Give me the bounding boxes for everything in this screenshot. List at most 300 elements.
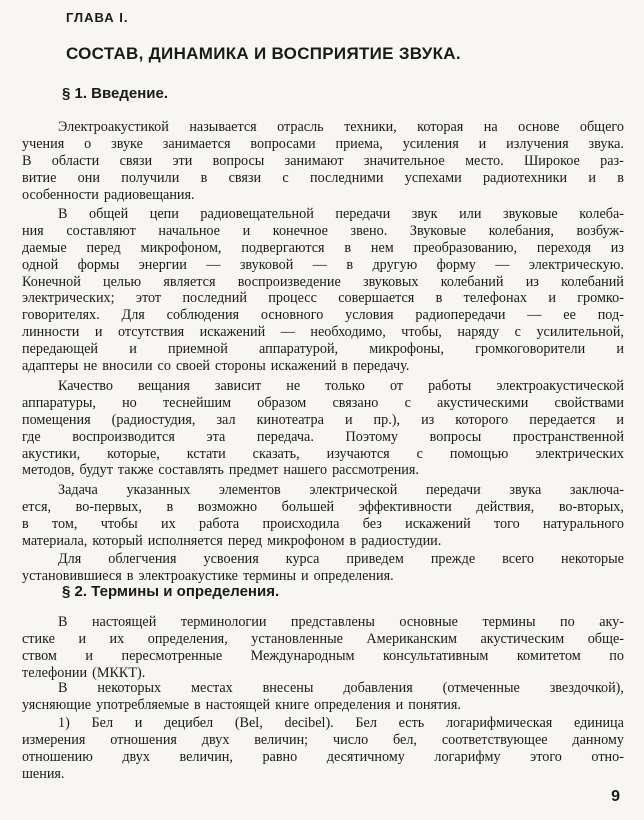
word: —: [280, 324, 295, 341]
word: всего: [502, 551, 535, 567]
word: особенности: [22, 186, 99, 203]
word: —: [312, 256, 327, 273]
paragraph: [22, 715, 624, 783]
word: в: [346, 256, 354, 273]
word: от: [389, 378, 404, 394]
word: из: [610, 239, 624, 256]
word: микрофоном: [267, 532, 345, 549]
text-line: [22, 446, 624, 463]
paragraph: [22, 378, 624, 479]
word: витие: [22, 169, 57, 186]
word: данному: [572, 731, 624, 748]
word: энергии: [138, 256, 187, 273]
word: пространственной: [512, 428, 624, 445]
text-line: [22, 341, 624, 358]
text-line: [22, 715, 624, 732]
text-line: [22, 206, 624, 223]
word: шения.: [22, 765, 65, 782]
word: Международным: [250, 647, 355, 664]
word: отношению: [22, 748, 93, 765]
word: воспроизводится: [72, 428, 175, 445]
word: в: [166, 498, 174, 515]
word: своей: [175, 358, 211, 375]
word: одной: [22, 256, 59, 273]
word: акустическим: [480, 630, 565, 647]
word: и: [478, 135, 487, 152]
word: целью: [103, 273, 142, 290]
word: и: [588, 169, 597, 186]
word: В: [58, 680, 68, 696]
word: эти: [172, 152, 193, 169]
word: во-вторых,: [558, 498, 624, 515]
word: звуковой: [239, 256, 294, 273]
word: звука: [509, 482, 542, 498]
text-line: [22, 412, 624, 429]
word: большей: [281, 498, 335, 515]
word: процесс: [268, 290, 317, 307]
word: звуке: [111, 135, 143, 152]
word: стике: [22, 630, 55, 647]
word: которая: [417, 119, 464, 135]
word: усилительной,: [536, 324, 624, 341]
word: определения.: [313, 567, 394, 584]
text-line: [22, 631, 624, 648]
text-line: [22, 223, 624, 240]
word: —: [495, 256, 510, 273]
word: с: [416, 445, 423, 462]
word: в: [344, 239, 352, 256]
word: формы: [77, 256, 120, 273]
word: материала,: [22, 532, 88, 549]
text-line: [22, 499, 624, 516]
text-line: [22, 482, 624, 499]
word: ется,: [22, 498, 52, 515]
word: двух: [122, 748, 150, 765]
word: установившиеся: [22, 567, 122, 584]
word: составляют: [66, 222, 136, 239]
word: обще-: [587, 630, 624, 647]
text-line: [22, 153, 624, 170]
word: цепи: [149, 206, 179, 222]
text-line: [22, 136, 624, 153]
word: аппаратуры,: [22, 394, 96, 411]
word: искажений: [405, 515, 471, 532]
word: Для: [58, 551, 82, 567]
word: даемые: [22, 239, 67, 256]
word: звуковые: [502, 206, 558, 222]
word: другую: [372, 256, 418, 273]
paragraph: [22, 482, 624, 550]
word: Для: [121, 307, 145, 324]
word: величин;: [254, 731, 309, 748]
word: основные: [399, 614, 458, 630]
word: условия: [345, 307, 394, 324]
word: В: [58, 614, 68, 630]
word: акустическими: [437, 394, 529, 411]
word: звездочкой),: [549, 680, 624, 696]
word: телефонии: [22, 664, 88, 681]
word: эта: [206, 428, 226, 445]
word: звук: [411, 206, 438, 222]
word: В: [58, 206, 68, 222]
word: с: [404, 394, 411, 411]
word: преобразованию,: [413, 239, 518, 256]
word: электрической: [309, 482, 398, 498]
word: книге: [275, 696, 310, 713]
word: где: [22, 428, 41, 445]
paragraph: [22, 680, 624, 714]
word: учения: [22, 135, 65, 152]
word: но: [122, 394, 137, 411]
word: общего: [579, 119, 624, 135]
word: определения: [314, 696, 391, 713]
word: ее: [563, 307, 576, 324]
word: звуковых: [362, 273, 419, 290]
word: внесены: [262, 680, 314, 696]
word: зависит: [214, 378, 262, 394]
word: исполняется: [147, 532, 223, 549]
word: линности: [22, 324, 80, 341]
word: связи: [119, 152, 153, 169]
word: соблюдения: [166, 307, 240, 324]
word: Конечной: [22, 273, 81, 290]
word: и: [85, 647, 94, 664]
word: единица: [573, 715, 624, 731]
word: из: [525, 273, 539, 290]
word: образом: [257, 394, 307, 411]
word: бел,: [393, 731, 417, 748]
word: связи: [228, 169, 262, 186]
word: термины: [242, 567, 297, 584]
word: на: [483, 119, 498, 135]
word: и: [344, 411, 353, 428]
word: будут: [79, 462, 113, 479]
word: передается: [529, 411, 596, 428]
word: —: [527, 307, 542, 324]
text-line: [22, 170, 624, 187]
text-line: [22, 766, 624, 783]
word: вопросами: [250, 135, 316, 152]
word: и: [94, 324, 103, 341]
word: Задача: [58, 482, 98, 498]
word: раз-: [600, 152, 624, 169]
word: Звуковые: [409, 222, 467, 239]
word: Электроакустикой: [58, 119, 169, 135]
word: и: [548, 290, 556, 307]
word: во-первых,: [75, 498, 142, 515]
word: в: [200, 169, 208, 186]
word: звука.: [588, 135, 624, 152]
word: и: [616, 411, 624, 428]
word: Качество: [58, 378, 113, 394]
word: теснейшим: [162, 394, 232, 411]
word: радиостудии.: [361, 532, 442, 549]
word: предмет: [228, 462, 279, 479]
word: акустики,: [22, 445, 81, 462]
word: вещания: [138, 378, 190, 394]
word: указанных: [126, 482, 191, 498]
word: называется: [189, 119, 257, 135]
word: радиовещательной: [200, 206, 314, 222]
word: с: [282, 169, 289, 186]
word: адаптеры: [22, 358, 79, 375]
word: занимают: [284, 152, 344, 169]
word: в: [435, 290, 443, 307]
word: заключа-: [569, 482, 624, 498]
word: общей: [89, 206, 129, 222]
word: конечное: [272, 222, 328, 239]
word: электрических: [535, 445, 624, 462]
word: Бел: [91, 715, 114, 731]
word: число: [332, 731, 369, 748]
word: Широкое: [523, 152, 580, 169]
word: представлены: [290, 614, 375, 630]
word: десятичному: [326, 748, 405, 765]
word: —: [206, 256, 221, 273]
word: Поэтому: [345, 428, 399, 445]
word: в: [126, 567, 134, 584]
word: перед: [227, 532, 263, 549]
word: decibel).: [284, 715, 334, 731]
word: некоторые: [560, 551, 624, 567]
word: занимается: [162, 135, 231, 152]
text-line: [22, 119, 624, 136]
word: Американским: [366, 630, 457, 647]
word: форму: [436, 256, 476, 273]
text-line: [22, 290, 624, 307]
word: том,: [52, 515, 78, 532]
word: сказать,: [252, 445, 300, 462]
word: которого: [455, 411, 509, 428]
paragraph: [22, 206, 624, 375]
word: эффективности: [358, 498, 452, 515]
text-line: [22, 749, 624, 766]
word: также: [117, 462, 154, 479]
word: основе: [518, 119, 560, 135]
word: комитетом: [516, 647, 581, 664]
word: отношения: [110, 731, 177, 748]
word: равно: [262, 748, 298, 765]
word: методов,: [22, 462, 75, 479]
word: приведем: [346, 551, 404, 567]
word: работа: [199, 515, 240, 532]
word: со: [157, 358, 171, 375]
word: соответствующее: [441, 731, 548, 748]
word: наряду: [457, 324, 500, 341]
word: области: [51, 152, 100, 169]
word: искажений: [199, 324, 266, 341]
word: аппаратурой,: [259, 341, 339, 358]
word: последний: [182, 290, 247, 307]
word: в: [349, 532, 357, 549]
word: возбуж-: [576, 222, 624, 239]
word: успехами: [404, 169, 462, 186]
word: и: [395, 696, 404, 713]
word: двух: [201, 731, 230, 748]
word: возможно: [197, 498, 258, 515]
word: нем: [370, 239, 394, 256]
page-number: 9: [611, 788, 620, 805]
word: этот: [135, 290, 162, 307]
text-line: [22, 240, 624, 257]
word: колебаний: [440, 273, 504, 290]
word: они: [77, 169, 100, 186]
word: необходимо,: [310, 324, 386, 341]
text-line: [22, 307, 624, 324]
text-line: [22, 516, 624, 533]
word: в: [22, 515, 29, 532]
word: передачи: [335, 206, 391, 222]
word: логарифмическая: [445, 715, 553, 731]
word: определения,: [147, 630, 228, 647]
text-line: [22, 732, 624, 749]
paragraph: [22, 551, 624, 585]
word: (Bel,: [234, 715, 263, 731]
word: излучения: [506, 135, 569, 152]
word: является: [163, 273, 216, 290]
word: облегчения: [108, 551, 177, 567]
word: колеба-: [579, 206, 624, 222]
word: отсутствия: [118, 324, 185, 341]
word: логарифму: [434, 748, 501, 765]
word: их: [109, 630, 125, 647]
word: прежде: [430, 551, 476, 567]
word: место.: [465, 152, 504, 169]
word: радиотехники: [482, 169, 568, 186]
section-2-heading: § 2. Термины и определения.: [62, 583, 280, 600]
word: вопросы: [429, 428, 482, 445]
word: вносили: [102, 358, 153, 375]
word: значительное: [363, 152, 445, 169]
word: искажений: [270, 358, 337, 375]
word: этого: [530, 748, 562, 765]
text-line: [22, 274, 624, 291]
word: есть: [398, 715, 425, 731]
chapter-label: ГЛАВА I.: [66, 10, 129, 25]
text-line: [22, 187, 624, 204]
word: их: [161, 515, 176, 532]
word: помещения: [22, 411, 91, 428]
paragraph: [22, 614, 624, 682]
word: передача.: [256, 428, 314, 445]
text-line: [22, 680, 624, 697]
word: аку-: [599, 614, 624, 630]
word: не: [83, 358, 98, 375]
word: и: [129, 341, 137, 358]
word: техники,: [344, 119, 397, 135]
text-line: [22, 697, 624, 714]
word: приемной: [168, 341, 228, 358]
word: в: [341, 358, 348, 375]
word: добавления: [343, 680, 413, 696]
word: вопросы: [212, 152, 265, 169]
paragraph: [22, 119, 624, 203]
word: консультативным: [383, 647, 489, 664]
word: отно-: [591, 748, 624, 765]
word: не: [286, 378, 301, 394]
word: по: [560, 614, 575, 630]
chapter-title: СОСТАВ, ДИНАМИКА И ВОСПРИЯТИЕ ЗВУКА.: [66, 44, 461, 63]
word: по: [609, 647, 624, 664]
word: ния: [22, 222, 44, 239]
text-line: [22, 429, 624, 446]
word: усвоения: [203, 551, 259, 567]
text-line: [22, 462, 624, 479]
word: микрофоном,: [140, 239, 222, 256]
word: происходила: [262, 515, 340, 532]
word: понятия.: [408, 696, 461, 713]
word: рассмотрения.: [332, 462, 419, 479]
section-1-heading: § 1. Введение.: [62, 85, 169, 102]
text-line: [22, 378, 624, 395]
word: элементов: [218, 482, 281, 498]
word: с: [514, 324, 521, 341]
word: из: [421, 411, 435, 428]
word: измерения: [22, 731, 86, 748]
text-line: [22, 358, 624, 375]
word: натурального: [543, 515, 624, 532]
word: электроакустической: [496, 378, 624, 394]
word: установленные: [251, 630, 343, 647]
word: зал: [216, 411, 236, 428]
word: радиовещания.: [103, 186, 195, 203]
word: перед: [86, 239, 121, 256]
word: ством: [22, 647, 57, 664]
word: того: [494, 515, 520, 532]
word: начальное: [158, 222, 220, 239]
word: термины: [482, 614, 536, 630]
word: усиления: [402, 135, 459, 152]
word: чтобы,: [401, 324, 442, 341]
word: помощью: [449, 445, 509, 462]
word: о: [84, 135, 92, 152]
word: электрических;: [22, 290, 115, 307]
word: или: [459, 206, 482, 222]
word: 1): [58, 715, 70, 731]
word: которые,: [107, 445, 160, 462]
text-line: [22, 614, 624, 631]
word: и: [616, 341, 624, 358]
text-line: [22, 395, 624, 412]
word: терминологии: [180, 614, 267, 630]
word: кинотеатра: [256, 411, 324, 428]
word: (отмеченные: [442, 680, 520, 696]
word: электроакустике: [138, 567, 238, 584]
word: передачи: [425, 482, 481, 498]
word: который: [92, 532, 143, 549]
word: звено.: [350, 222, 388, 239]
word: получили: [121, 169, 180, 186]
word: (МККТ).: [92, 664, 146, 681]
word: местах: [191, 680, 233, 696]
text-line: [22, 257, 624, 274]
text-line: [22, 324, 624, 341]
word: кстати: [186, 445, 226, 462]
text-line: [22, 648, 624, 665]
word: совершается: [338, 290, 415, 307]
word: уясняющие: [22, 696, 92, 713]
word: В: [22, 152, 32, 169]
word: употребляемые: [96, 696, 190, 713]
word: и: [301, 567, 309, 584]
word: приема,: [335, 135, 383, 152]
word: пр.),: [373, 411, 401, 428]
word: в: [617, 169, 624, 186]
word: говорителях.: [22, 307, 100, 324]
word: изучаются: [326, 445, 390, 462]
word: передающей: [22, 341, 99, 358]
word: настоящей: [205, 696, 271, 713]
